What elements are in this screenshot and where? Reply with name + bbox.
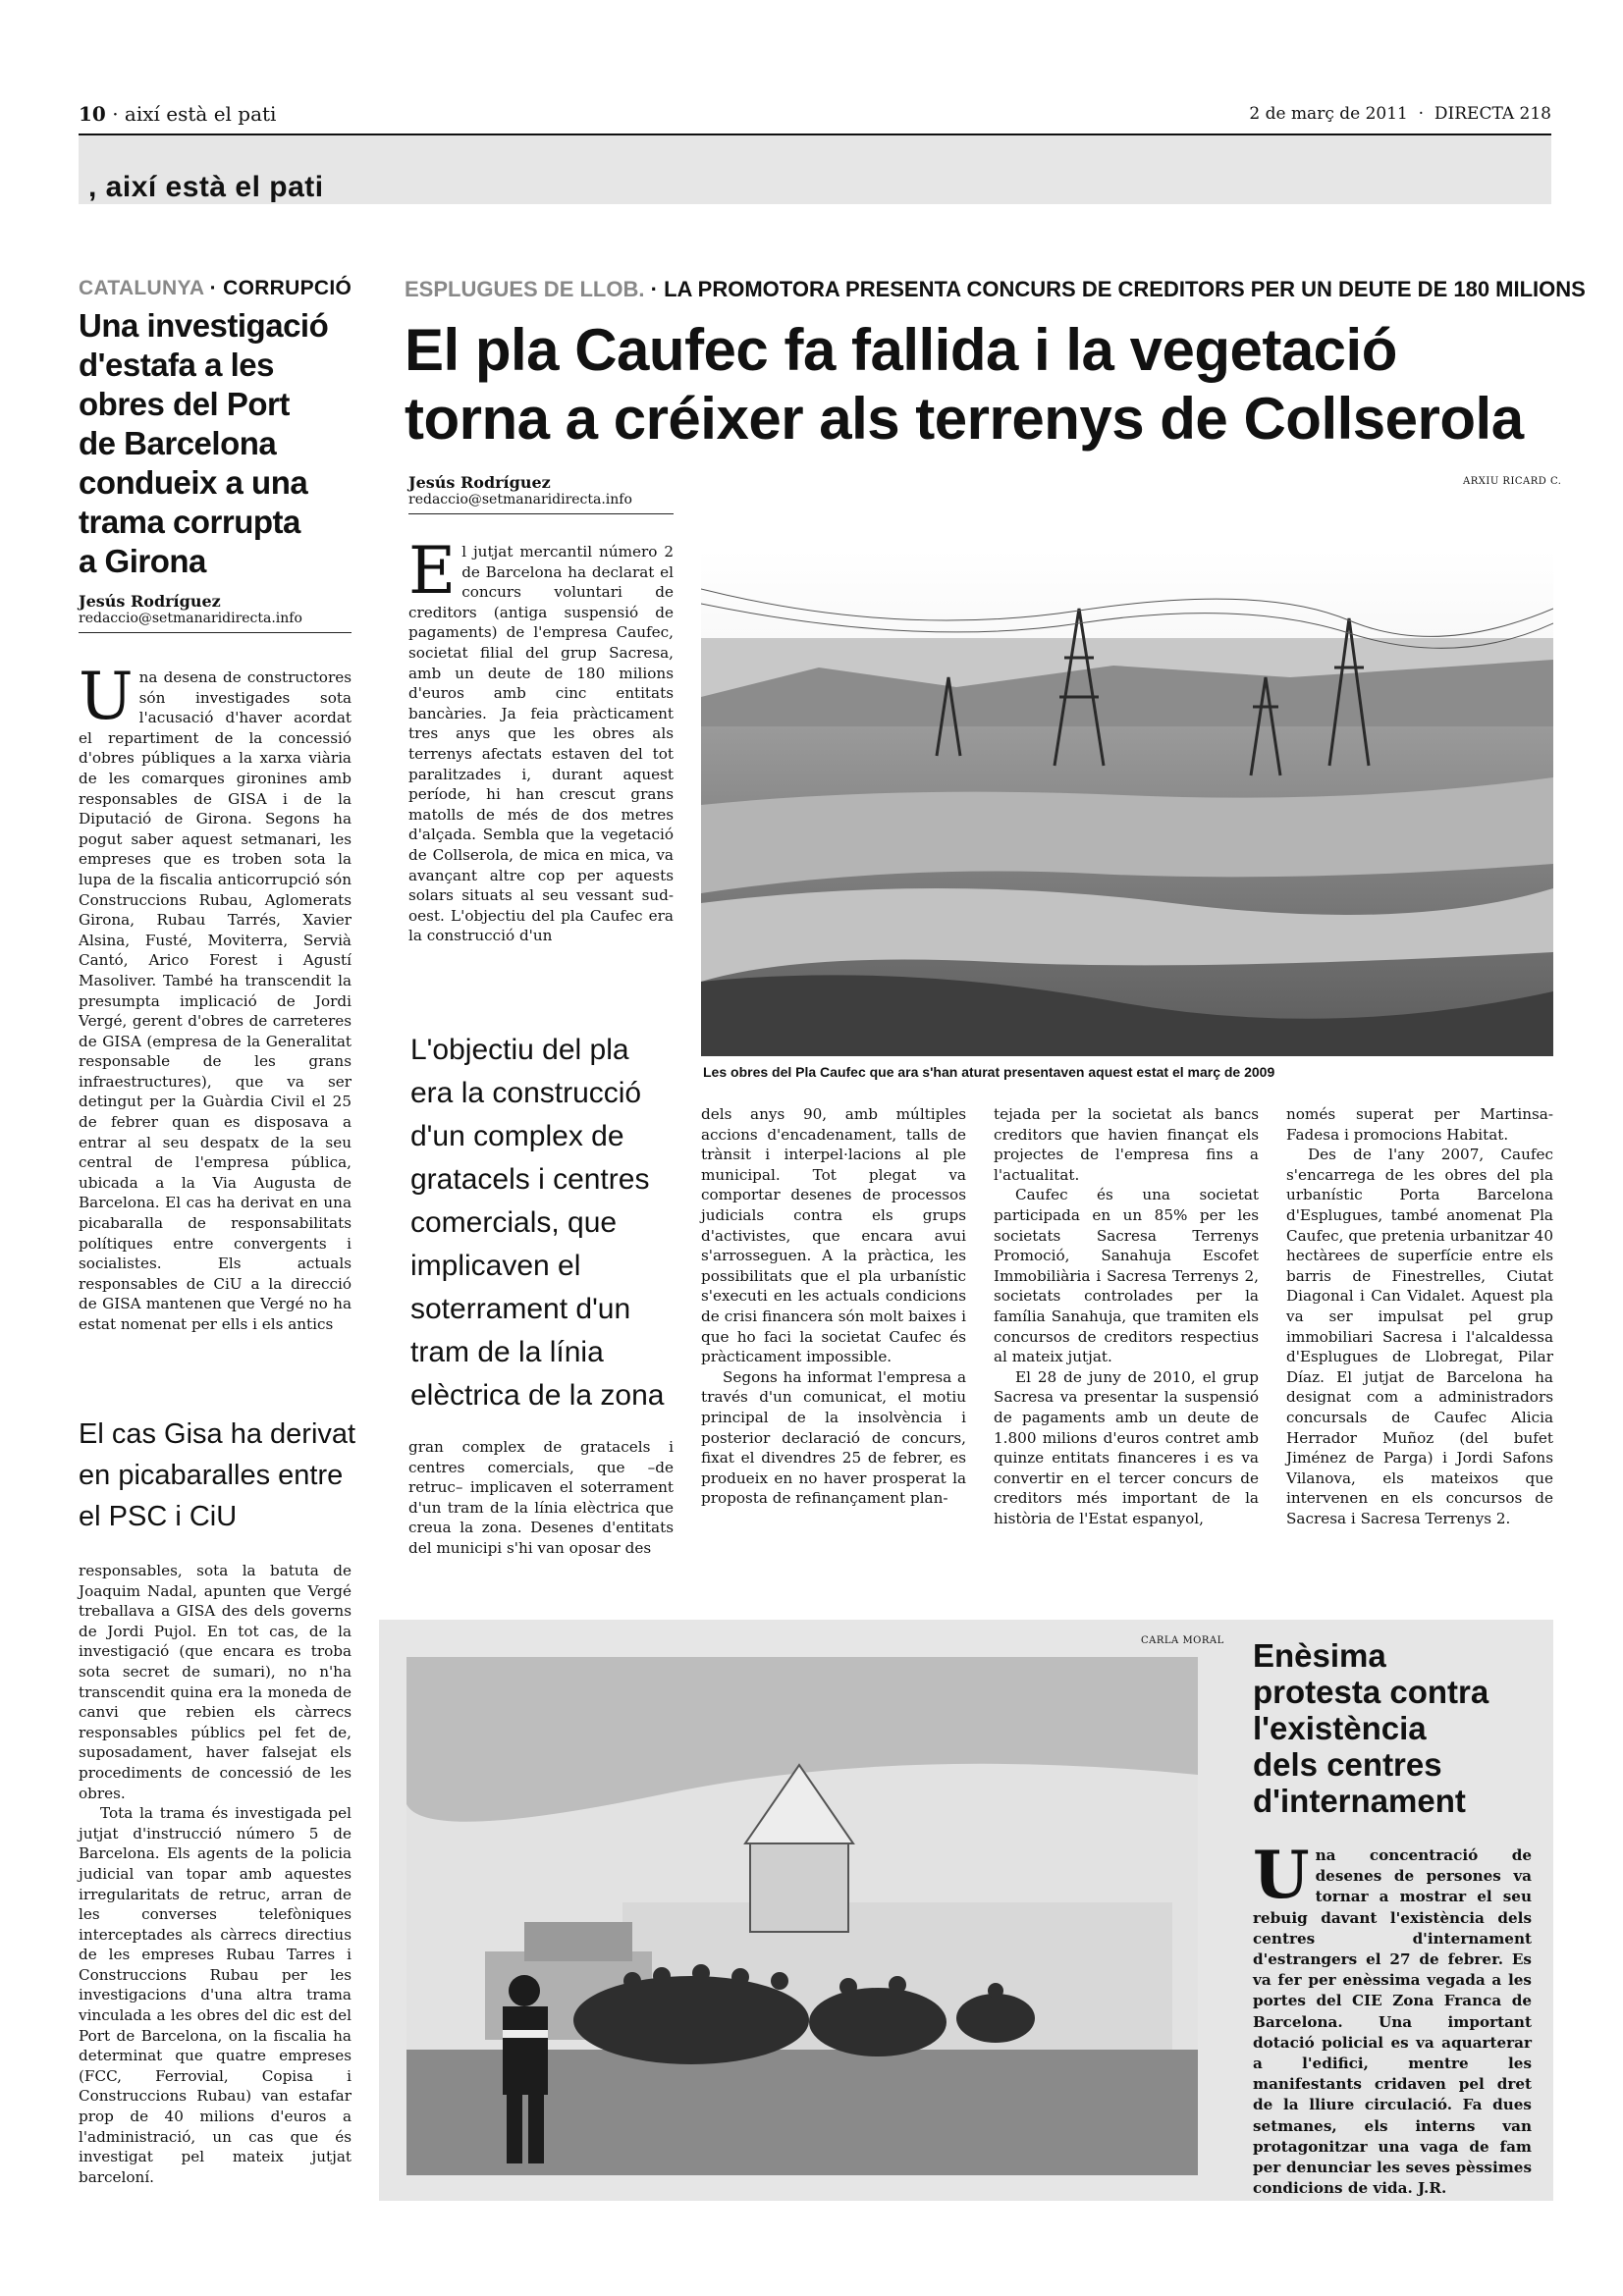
main-paragraph: El 28 de juny de 2010, el grup Sacresa va presentar la suspensió de pagaments amb un deute de 1.800 milions d'euros contret amb quinze entitats financeres i es va convertir en el tercer concurs de creditors més important de la història de l'Estat espanyol, <box>994 1367 1259 1527</box>
left-subhead <box>79 1414 358 1537</box>
main-paragraph: Des de l'any 2007, Caufec s'encarrega de les obres del pla urbanístic Porta Barcelona d'Esplugues, també anomenat Pla Caufec, que pretenia urbanitzar 40 hectàrees de superfície entre els barris de Finestrelles, Ciutat Diagonal i Can Vidalet. Aquest pla va ser impulsat pel grup immobiliari Sacresa i l'alcaldessa d'Esplugues de Llobregat, Pilar Díaz. El jutjat de Barcelona ha designat com a administradors concursals de Caufec Alicia Herrador Muñoz (del bufet Jiménez de Parga) i Jordi Safons Vilanova, els mateixos que intervenen en els concursos de Sacresa i Sacresa Terrenys 2. <box>1286 1146 1553 1527</box>
left-headline-line: condueix a una <box>79 464 308 501</box>
main-kicker-place: ESPLUGUES DE LLOB. <box>405 277 645 301</box>
publication-name: DIRECTA 218 <box>1434 104 1551 124</box>
main-col-1-cont <box>408 1437 674 1559</box>
left-headline-line: Una investigació <box>79 307 329 344</box>
page-header <box>79 98 1551 135</box>
main-paragraph: l jutjat mercantil número 2 de Barcelona ha declarat el concurs voluntari de creditors (antiga suspensió de pagaments) de l'empresa Caufec, societat filial del grup Sacresa, amb un deute de 180 milions d'euros amb cinc entitats bancàries. Ja feia pràcticament tres anys que les obres als terrenys afectats estaven del tot paralitzades i, durant aquest període, hi han crescut grans matolls de més de dos metres d'alçada. Sembla que la vegetació de Collserola, de mica en mica, va avançant altre cop per aquests solars situats al seu vessant sud-oest. L'objectiu del pla Caufec era la construcció d'un <box>408 543 674 945</box>
box-headline-line: protesta contra <box>1253 1674 1489 1710</box>
box-photo-image <box>406 1657 1198 2175</box>
main-col-2 <box>701 1104 966 1509</box>
main-kicker: ESPLUGUES DE LLOB. · LA PROMOTORA PRESENTA CONCURS DE CREDITORS PER UN DEUTE DE 180 MILIONS <box>405 277 1586 301</box>
left-paragraph: responsables, sota la batuta de Joaquim Nadal, apunten que Vergé treballava a GISA des dels governs de Jordi Pujol. En tot cas, de la investigació (que encara es troba sota secret de sumari), no n'ha transcendit quina era la moneda de canvi que rebien els càrrecs responsables públics pel fet de, suposadament, haver falsejat els procediments de concessió de les obres. <box>79 1562 352 1802</box>
main-photo-credit: ARXIU RICARD C. <box>1463 476 1562 487</box>
main-email: redaccio@setmanaridirecta.info <box>408 492 632 507</box>
main-dropcap: E <box>408 533 457 609</box>
section-band <box>79 135 1551 204</box>
main-col-3 <box>994 1104 1259 1528</box>
left-paragraph: Tota la trama és investigada pel jutjat d'instrucció número 5 de Barcelona. Els agents de la policia judicial van topar amb aquestes irregularitats de retruc, arran de les converses telefòniques interceptades als càrrecs directius de les empreses Rubau Tarres i Construccions Rubau per les investigacions d'una altra trama vinculada a les obres del dic est del Port de Barcelona, on la fiscalia ha determinat que quatre empreses (FCC, Ferrovial, Copisa i Construccions Rubau) van estafar prop de 40 milions d'euros a l'administració, un cas que és investigat pel mateix jutjat barceloní. <box>79 1804 352 2186</box>
left-headline-line: a Girona <box>79 543 206 579</box>
left-kicker-place: CATALUNYA <box>79 277 204 299</box>
section-band-title: , així està el pati <box>88 171 324 203</box>
main-paragraph: Segons ha informat l'empresa a través d'un comunicat, el motiu principal de la insolvència i posterior declaració de concurs, fixat el divendres 25 de febrer, es produeix en no haver prosperat la proposta de refinançament plan- <box>701 1367 966 1508</box>
main-headline-line: torna a créixer als terrenys de Collserola <box>405 386 1524 452</box>
left-headline-line: de Barcelona <box>79 425 277 461</box>
left-paragraph: na desena de constructores són investigades sota l'acusació d'haver acordat el repartiment de la concessió d'obres públiques a la xarxa viària de les comarques gironines amb responsables de GISA i de la Diputació de Girona. Segons ha pogut saber aquest setmanari, les empreses que es troben sota la lupa de la fiscalia anticorrupció són Construccions Rubau, Aglomerats Girona, Rubau Tarrés, Xavier Alsina, Fusté, Moviterra, Servià Cantó, Arico Forest i Agustí Masoliver. També ha transcendit la presumpta implicació de Jordi Vergé, gerent d'obres de carreteres de GISA (empresa de la Generalitat responsable de les grans infraestructures), que va ser detingut per la Guàrdia Civil el 25 de febrer quan es disposava a entrar al seu despatx de la seu central de l'empresa pública, ubicada a la Via Augusta de Barcelona. El cas ha derivat en una picabaralla de responsabilitats polítiques entre convergents i socialistes. Els actuals responsables de CiU a la direcció de GISA mantenen que Vergé no ha estat nomenat per ells i els antics <box>79 668 352 1333</box>
left-headline-line: obres del Port <box>79 386 290 422</box>
box-photo-credit: CARLA MORAL <box>1141 1635 1224 1646</box>
main-author: Jesús Rodríguez <box>408 473 551 492</box>
left-author: Jesús Rodríguez <box>79 592 221 611</box>
section-name: així està el pati <box>124 102 277 126</box>
left-subhead-text: El cas Gisa ha derivat en picabaralles entre el PSC i CiU <box>79 1418 356 1532</box>
box-body <box>1253 1837 1532 2199</box>
main-headline-line: El pla Caufec fa fallida i la vegetació <box>405 317 1397 383</box>
page-number: 10 <box>79 102 106 126</box>
left-headline <box>79 306 373 581</box>
main-paragraph: dels anys 90, amb múltiples accions d'encadenament, talls de trànsit i interpel·lacions al ple municipal. Tot plegat va comportar desenes de processos judicials contra els grups d'activistes, que encara avui s'arrosseguen. A la pràctica, les possibilitats que el pla urbanístic s'executi en les actuals condicions de crisi financera són molt baixes i que ho faci la societat Caufec és pràcticament impossible. <box>701 1105 966 1366</box>
main-byline <box>408 473 674 514</box>
left-headline-line: d'estafa a les <box>79 347 274 383</box>
issue-info: 2 de març de 2011 · DIRECTA 218 <box>1249 104 1551 124</box>
main-paragraph: Caufec és una societat participada en un 85% per les societats Sacresa Terrenys Promoció, Sanahuja Escofet Immobiliària i Sacresa Terrenys 2, societats controlades per la família Sanahuja, que tramiten els concursos de creditors respectius al mateix jutjat. <box>994 1186 1259 1366</box>
left-byline <box>79 592 352 633</box>
main-col-4 <box>1286 1104 1553 1528</box>
box-headline-line: Enèsima <box>1253 1637 1386 1674</box>
page-folio: 10 · així està el pati <box>79 102 277 126</box>
issue-date: 2 de març de 2011 <box>1249 104 1408 124</box>
main-kicker-topic: LA PROMOTORA PRESENTA CONCURS DE CREDITORS PER UN DEUTE DE 180 MILIONS <box>664 277 1586 301</box>
left-email: redaccio@setmanaridirecta.info <box>79 611 302 626</box>
left-kicker-topic: CORRUPCIÓ <box>223 277 352 299</box>
box-paragraph: na concentració de desenes de persones va tornar a mostrar el seu rebuig davant l'existència dels centres d'internament d'estrangers el 27 de febrer. Es va fer per enèssima vegada a les portes del CIE Zona Franca de Barcelona. Una important dotació policial es va aquarterar a l'edifici, mentre les manifestants cridaven pel dret de la lliure circulació. Fa dues setmanes, els interns van protagonitzar una vaga de fam per denunciar les seves pèssimes condicions de vida. J.R. <box>1253 1846 1532 2198</box>
main-paragraph: gran complex de gratacels i centres comercials, que –de retruc– implicaven el soterrament d'un tram de la línia elèctrica que creua la zona. Desenes d'entitats del municipi s'hi van oposar des <box>408 1438 674 1557</box>
box-headline <box>1253 1637 1538 1819</box>
left-dropcap: U <box>79 659 134 734</box>
main-col-1 <box>408 533 674 946</box>
sidebar-box <box>379 1620 1553 2201</box>
left-headline-line: trama corrupta <box>79 504 300 540</box>
main-paragraph: tejada per la societat als bancs creditors que havien finançat els projectes de l'empresa fins a l'actualitat. <box>994 1105 1259 1184</box>
left-kicker: CATALUNYA · CORRUPCIÓ <box>79 277 352 299</box>
main-pullquote: L'objectiu del pla era la construcció d'un complex de gratacels i centres comercials, que implicaven el soterrament d'un tram de la línia elèctrica de la zona <box>410 1034 665 1412</box>
main-photo <box>701 550 1553 1056</box>
box-photo <box>406 1657 1198 2175</box>
main-paragraph: només superat per Martinsa-Fadesa i promocions Habitat. <box>1286 1105 1553 1144</box>
main-headline <box>405 316 1563 454</box>
box-headline-line: dels centres <box>1253 1746 1442 1783</box>
left-body-1 <box>79 659 352 1335</box>
box-headline-line: l'existència <box>1253 1710 1427 1746</box>
left-body-2 <box>79 1561 352 2187</box>
box-dropcap: U <box>1253 1837 1310 1913</box>
main-photo-caption: Les obres del Pla Caufec que ara s'han aturat presentaven aquest estat el març de 2009 <box>703 1064 1275 1080</box>
main-photo-image <box>701 550 1553 1056</box>
box-headline-line: d'internament <box>1253 1783 1466 1819</box>
